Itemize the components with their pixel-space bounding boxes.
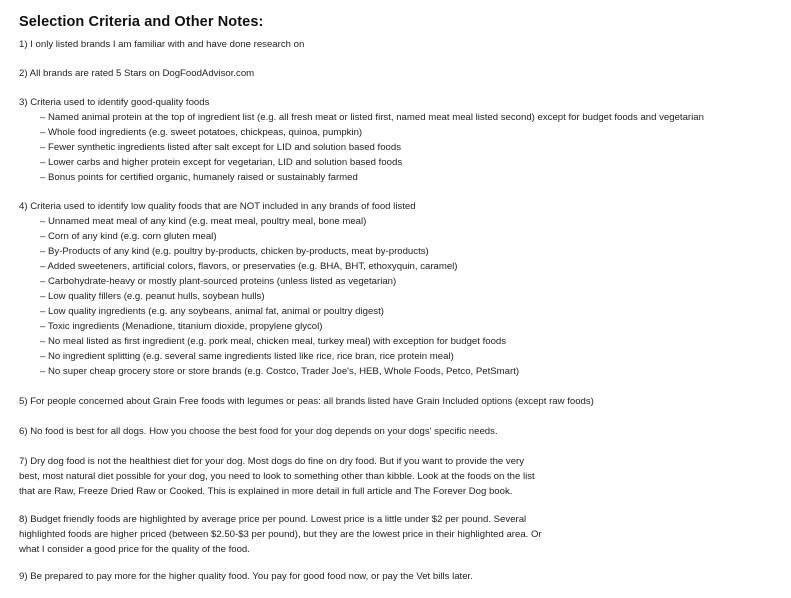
note-4-item: – By-Products of any kind (e.g. poultry by-products, chicken by-products, meat by-products) [40,246,429,257]
note-4-item: – No ingredient splitting (e.g. several same ingredients listed like rice, rice bran, rice protein meal) [40,351,454,362]
note-9: 9) Be prepared to pay more for the higher quality food. You pay for good food now, or pay the Vet bills later. [19,571,473,582]
note-3-item: – Named animal protein at the top of ingredient list (e.g. all fresh meat or listed first, named meat meal listed second) except for budget foods and vegetarian [40,112,704,123]
note-4-item: – Toxic ingredients (Menadione, titanium dioxide, propylene glycol) [40,321,323,332]
note-3-item: – Bonus points for certified organic, humanely raised or sustainably farmed [40,172,358,183]
note-4-item: – Low quality ingredients (e.g. any soybeans, animal fat, animal or poultry digest) [40,306,384,317]
note-8-line: 8) Budget friendly foods are highlighted by average price per pound. Lowest price is a little under $2 per pound. Several [19,514,527,525]
note-3-item: – Lower carbs and higher protein except for vegetarian, LID and solution based foods [40,157,403,168]
note-5: 5) For people concerned about Grain Free foods with legumes or peas: all brands listed have Grain Included options (except raw foods) [19,396,594,407]
note-4-item: – Added sweeteners, artificial colors, flavors, or preservaties (e.g. BHA, BHT, ethoxyquin, caramel) [40,261,458,272]
note-7-line: best, most natural diet possible for your dog, you need to look to something other than kibble. Look at the foods on the list [19,471,535,482]
note-4-item: – Corn of any kind (e.g. corn gluten meal) [40,231,217,242]
note-3-item: – Whole food ingredients (e.g. sweet potatoes, chickpeas, quinoa, pumpkin) [40,127,363,138]
document-title: Selection Criteria and Other Notes: [19,14,264,30]
note-4-item: – Carbohydrate-heavy or mostly plant-sourced proteins (unless listed as vegetarian) [40,276,397,287]
note-6: 6) No food is best for all dogs. How you choose the best food for your dog depends on your dogs' specific needs. [19,426,498,437]
note-4-item: – Unnamed meat meal of any kind (e.g. meat meal, poultry meal, bone meal) [40,216,367,227]
note-1: 1) I only listed brands I am familiar with and have done research on [19,39,305,50]
note-8-line: highlighted foods are higher priced (between $2.50-$3 per pound), but they are the lowest price in their highlighted area. Or [19,529,542,540]
note-7-line: 7) Dry dog food is not the healthiest diet for your dog. Most dogs do fine on dry food. But if you want to provide the very [19,456,525,467]
note-4-item: – Low quality fillers (e.g. peanut hulls, soybean hulls) [40,291,265,302]
note-3-item: – Fewer synthetic ingredients listed after salt except for LID and solution based foods [40,142,402,153]
note-4-item: – No super cheap grocery store or store brands (e.g. Costco, Trader Joe's, HEB, Whole Foods, Petco, PetSmart) [40,366,520,377]
note-4-item: – No meal listed as first ingredient (e.g. pork meal, chicken meal, turkey meal) with exception for budget foods [40,336,507,347]
note-3-heading: 3) Criteria used to identify good-quality foods [19,97,210,108]
note-2: 2) All brands are rated 5 Stars on DogFoodAdvisor.com [19,68,255,79]
note-7-line: that are Raw, Freeze Dried Raw or Cooked. This is explained in more detail in full article and The Forever Dog book. [19,486,513,497]
note-4-heading: 4) Criteria used to identify low quality foods that are NOT included in any brands of food listed [19,201,416,212]
note-8-line: what I consider a good price for the quality of the food. [19,544,250,555]
